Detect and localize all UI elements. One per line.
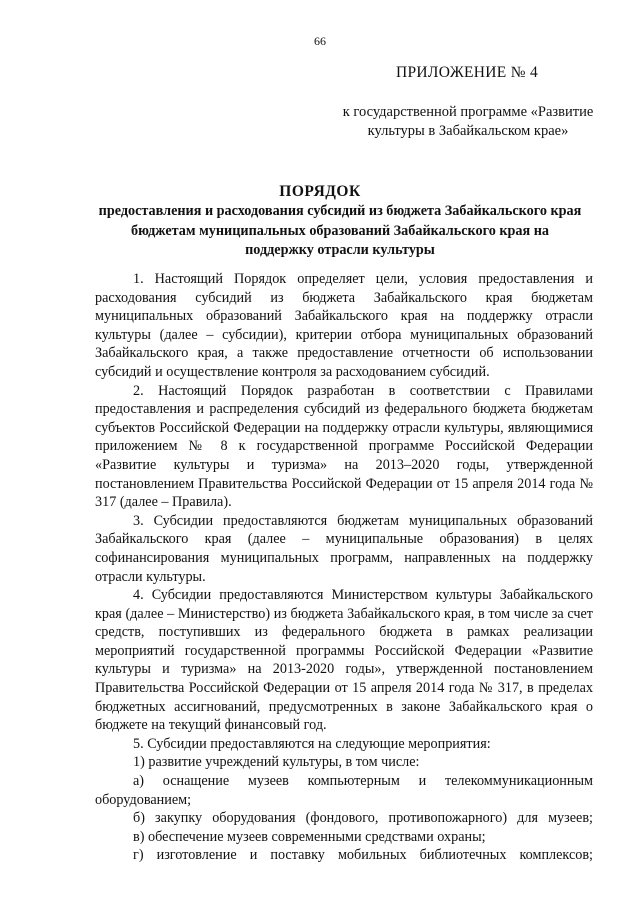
paragraph-3: 3. Субсидии предоставляются бюджетам муниципальных образований Забайкальского края (далее – муниципальные образования) в целях софинансирования муниципальных программ, направленных на поддержку отрасли культуры. bbox=[95, 512, 593, 585]
appendix-note: к государственной программе «Развитие культуры в Забайкальском крае» bbox=[342, 104, 594, 139]
appendix-label: ПРИЛОЖЕНИЕ № 4 bbox=[396, 64, 539, 81]
list-item-g: г) изготовление и поставку мобильных библиотечных комплексов; bbox=[133, 847, 593, 864]
page-number: 66 bbox=[314, 34, 326, 48]
paragraph-5: 5. Субсидии предоставляются на следующие мероприятия: bbox=[133, 735, 491, 752]
paragraph-1: 1. Настоящий Порядок определяет цели, условия предоставления и расходования субсидий из бюджета Забайкальского края бюджетам муниципальных образований Забайкальского края на поддержку отрасли культуры (далее – субсидии), критерии отбора муниципальных образований Забайкальского края, а также предоставление отчетности об использовании субсидий и осуществление контроля за расходованием субсидий. bbox=[95, 271, 593, 380]
list-item-b: б) закупку оборудования (фондового, противопожарного) для музеев; bbox=[133, 810, 593, 827]
document-body bbox=[95, 270, 593, 865]
paragraph-4: 4. Субсидии предоставляются Министерством культуры Забайкальского края (далее – Министерство) из бюджета Забайкальского края, в том числе за счет средств, поступивших из федерального бюджета в рамках реализации мероприятий государственной программы Российской Федерации «Развитие культуры и туризма» на 2013-2020 годы», утвержденной постановлением Правительства Российской Федерации от 15 апреля 2014 года № 317, в пределах бюджетных ассигнований, предусмотренных в законе Забайкальского края о бюджете на текущий финансовый год. bbox=[95, 587, 593, 734]
list-item-v: в) обеспечение музеев современными средствами охраны; bbox=[133, 828, 486, 845]
list-item-a: а) оснащение музеев компьютерным и телекоммуникационным оборудованием; bbox=[95, 773, 593, 808]
document-subtitle: предоставления и расходования субсидий из бюджета Забайкальского края бюджетам муниципальных образований Забайкальского края на поддержку отрасли культуры bbox=[98, 203, 582, 258]
document-title: ПОРЯДОК bbox=[279, 183, 361, 200]
paragraph-2: 2. Настоящий Порядок разработан в соответствии с Правилами предоставления и распределения субсидий из федерального бюджета бюджетам субъектов Российской Федерации на поддержку отрасли культуры, являющимися приложением № 8 к государственной программе Российской Федерации «Развитие культуры и туризма» на 2013–2020 годы, утвержденной постановлением Правительства Российской Федерации от 15 апреля 2014 года № 317 (далее – Правила). bbox=[95, 382, 593, 511]
list-item-1: 1) развитие учреждений культуры, в том числе: bbox=[133, 754, 420, 771]
